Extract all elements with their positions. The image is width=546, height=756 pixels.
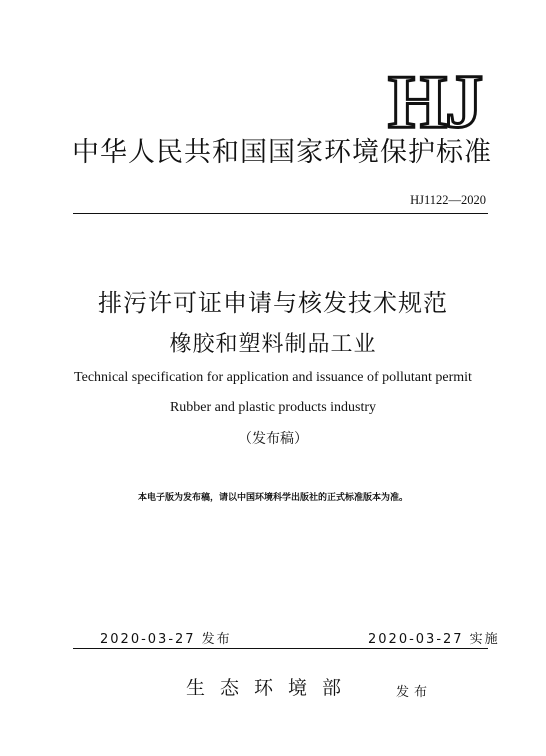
issuing-ministry: 生态环境部	[186, 677, 357, 699]
publish-date: 2020-03-27 发布	[100, 632, 232, 647]
top-divider	[73, 213, 488, 214]
subtitle-chinese: 橡胶和塑料制品工业	[169, 332, 377, 357]
subtitle-english: Rubber and plastic products industry	[169, 400, 377, 415]
title-english: Technical specification for application and issuance of pollutant permit	[74, 370, 472, 385]
draft-label: （发布稿）	[238, 431, 308, 447]
organization-heading: 中华人民共和国国家环境保护标准	[72, 137, 492, 168]
implement-date: 2020-03-27 实施	[368, 632, 500, 647]
electronic-version-notice: 本电子版为发布稿，请以中国环境科学出版社的正式标准版本为准。	[137, 493, 408, 503]
bottom-divider	[73, 648, 488, 649]
standard-number: HJ1122—2020	[410, 193, 486, 207]
hj-logo: HJ	[388, 60, 482, 144]
issue-label: 发布	[396, 685, 433, 700]
title-chinese: 排污许可证申请与核发技术规范	[98, 289, 448, 317]
